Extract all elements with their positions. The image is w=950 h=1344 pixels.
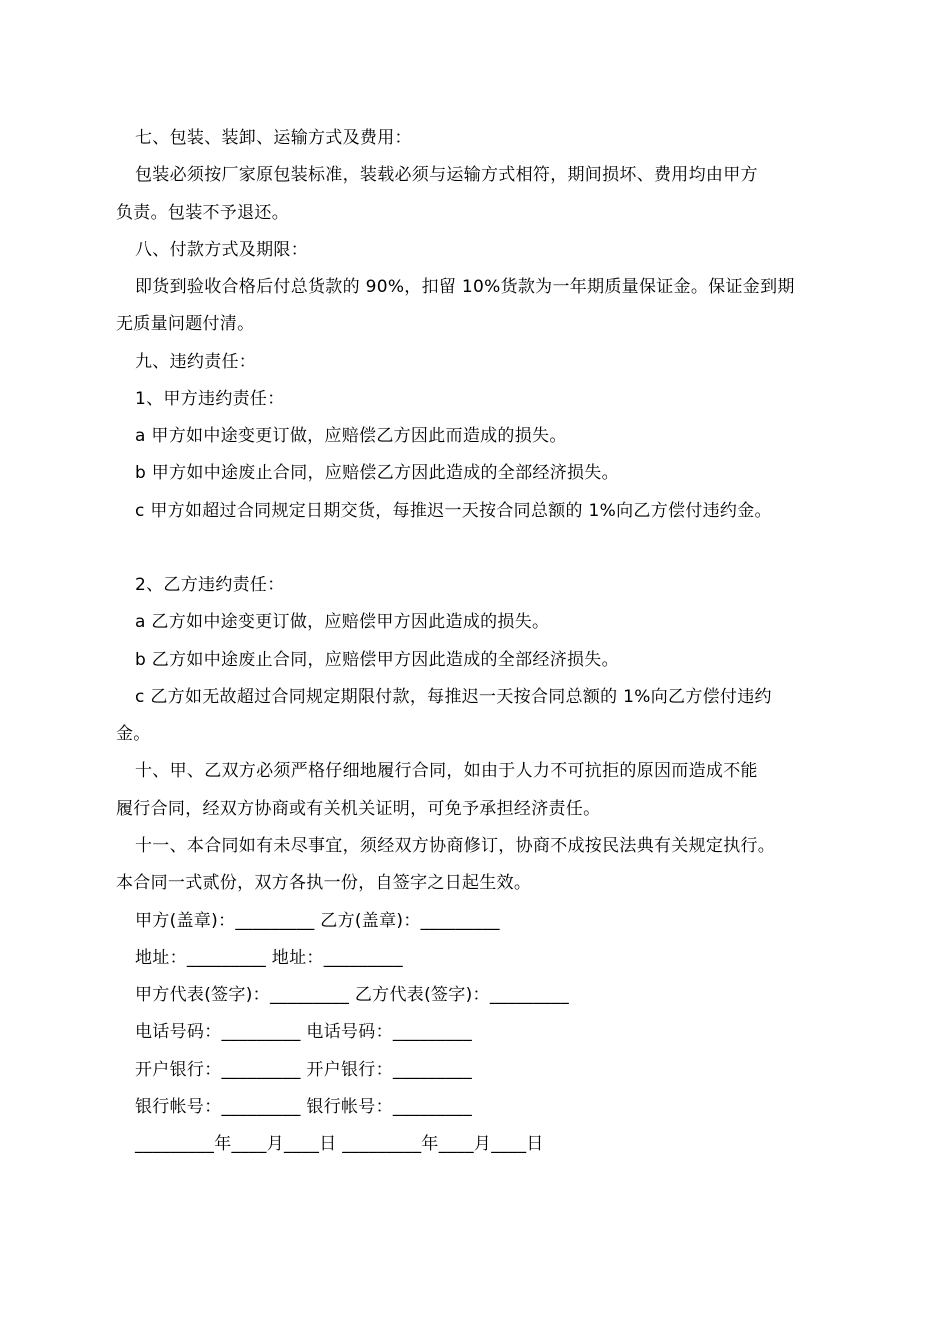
party-a-liability-heading: 1、甲方违约责任：: [135, 389, 285, 409]
party-b-liability-heading: 2、乙方违约责任：: [135, 575, 285, 595]
representative-line: 甲方代表(签字)：_________ 乙方代表(签字)：_________: [135, 985, 570, 1005]
party-a-liability-item-c: c 甲方如超过合同规定日期交货，每推迟一天按合同总额的 1%向乙方偿付违约金。: [135, 501, 772, 521]
party-b-liability-item-a: a 乙方如中途变更订做，应赔偿甲方因此造成的损失。: [135, 612, 550, 632]
party-b-liability-item-c-line-2: 金。: [116, 724, 151, 744]
payment-paragraph-line-1: 即货到验收合格后付总货款的 90%，扣留 10%货款为一年期质量保证金。保证金到期: [135, 277, 795, 297]
payment-paragraph-line-2: 无质量问题付清。: [116, 314, 255, 334]
party-a-liability-item-a: a 甲方如中途变更订做，应赔偿乙方因此而造成的损失。: [135, 426, 567, 446]
date-line: _________年____月____日 _________年____月____日: [135, 1134, 544, 1154]
party-a-liability-item-b: b 甲方如中途废止合同，应赔偿乙方因此造成的全部经济损失。: [135, 463, 619, 483]
address-line: 地址：_________ 地址：_________: [135, 948, 403, 968]
section-7-heading: 七、包装、装卸、运输方式及费用：: [135, 128, 412, 148]
section-11-line-1: 十一、本合同如有未尽事宜，须经双方协商修订，协商不成按民法典有关规定执行。: [135, 836, 776, 856]
section-11-line-2: 本合同一式贰份，双方各执一份，自签字之日起生效。: [116, 873, 532, 893]
phone-line: 电话号码：_________ 电话号码：_________: [135, 1022, 473, 1042]
packaging-paragraph-line-2: 负责。包装不予退还。: [116, 203, 289, 223]
seal-line: 甲方(盖章)：_________ 乙方(盖章)：_________: [135, 911, 500, 931]
bank-line: 开户银行：_________ 开户银行：_________: [135, 1060, 473, 1080]
party-b-liability-item-c-line-1: c 乙方如无故超过合同规定期限付款，每推迟一天按合同总额的 1%向乙方偿付违约: [135, 687, 772, 707]
section-10-line-1: 十、甲、乙双方必须严格仔细地履行合同，如由于人力不可抗拒的原因而造成不能: [135, 761, 758, 781]
party-b-liability-item-b: b 乙方如中途废止合同，应赔偿甲方因此造成的全部经济损失。: [135, 650, 619, 670]
section-8-heading: 八、付款方式及期限：: [135, 240, 308, 260]
packaging-paragraph-line-1: 包装必须按厂家原包装标准，装载必须与运输方式相符，期间损坏、费用均由甲方: [135, 165, 758, 185]
section-9-heading: 九、违约责任：: [135, 352, 257, 372]
account-line: 银行帐号：_________ 银行帐号：_________: [135, 1097, 473, 1117]
section-10-line-2: 履行合同，经双方协商或有关机关证明，可免予承担经济责任。: [116, 799, 601, 819]
